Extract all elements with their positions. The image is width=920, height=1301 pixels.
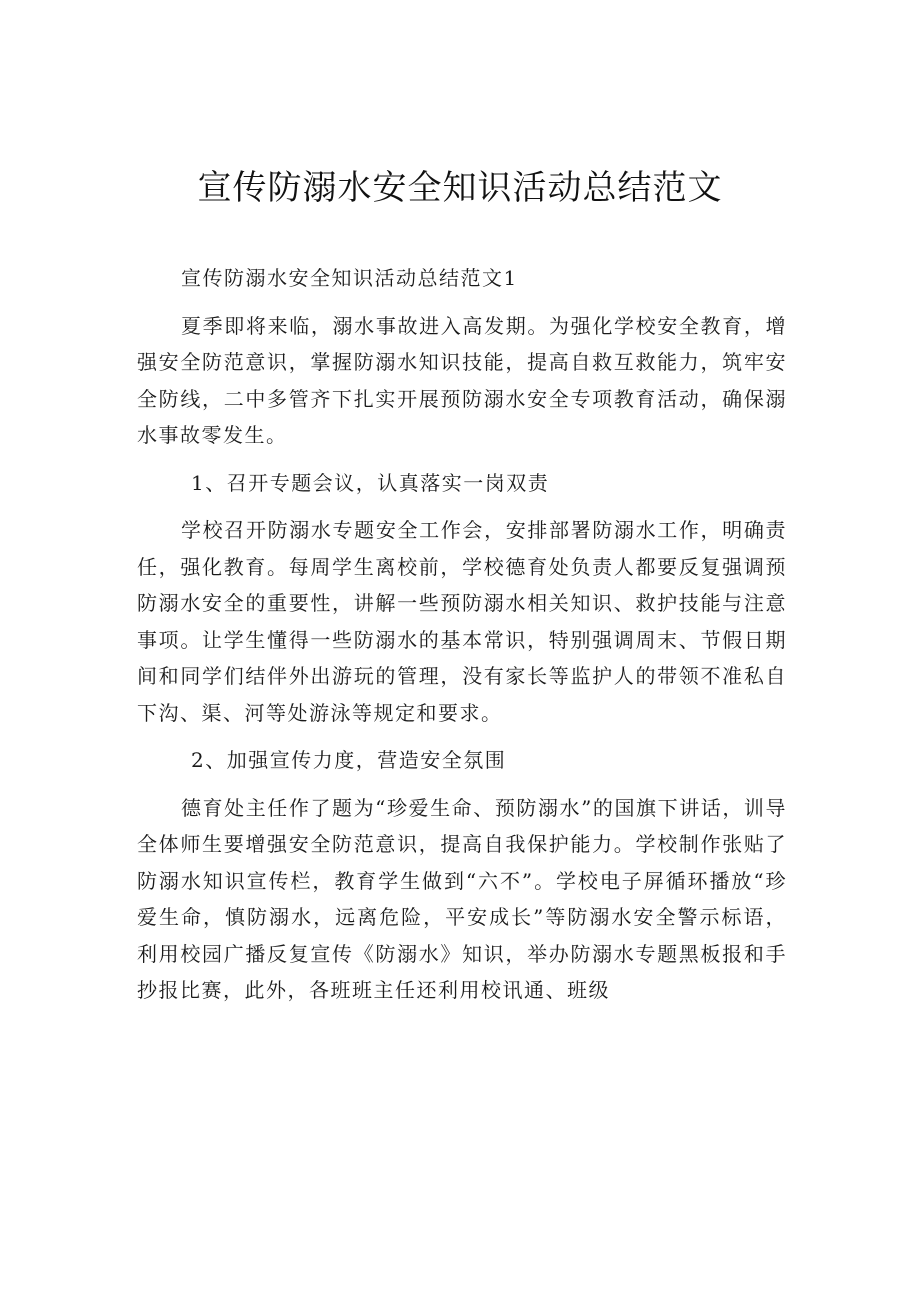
paragraph-subtitle: 宣传防溺水安全知识活动总结范文1 (181, 266, 518, 290)
paragraph-section-1: 学校召开防溺水专题安全工作会，安排部署防溺水工作，明确责任，强化教育。每周学生离校前，学校德育处负责人都要反复强调预防溺水安全的重要性，讲解一些预防溺水相关知识、救护技能与注意事项。让学生懂得一些防溺水的基本常识，特别强调周末、节假日期间和同学们结伴外出游玩的管理，没有家长等监护人的带领不准私自下沟、渠、河等处游泳等规定和要求。 (137, 518, 787, 725)
paragraph-intro: 夏季即将来临，溺水事故进入高发期。为强化学校安全教育，增强安全防范意识，掌握防溺水知识技能，提高自救互救能力，筑牢安全防线，二中多管齐下扎实开展预防溺水安全专项教育活动，确保溺水事故零发生。 (137, 313, 787, 447)
section-heading-2: 2、加强宣传力度，营造安全氛围 (191, 748, 507, 772)
paragraph-section-2: 德育处主任作了题为“珍爱生命、预防溺水”的国旗下讲话，训导全体师生要增强安全防范意识，提高自我保护能力。学校制作张贴了防溺水知识宣传栏，教育学生做到“六不”。学校电子屏循环播放“珍爱生命，慎防溺水，远离危险，平安成长”等防溺水安全警示标语，利用校园广播反复宣传《防溺水》知识，举办防溺水专题黑板报和手抄报比赛，此外，各班班主任还利用校讯通、班级 (137, 795, 787, 1002)
document-title: 宣传防溺水安全知识活动总结范文 (197, 168, 723, 208)
document-body (137, 260, 787, 1020)
section-heading-1: 1、召开专题会议，认真落实一岗双责 (191, 470, 550, 495)
